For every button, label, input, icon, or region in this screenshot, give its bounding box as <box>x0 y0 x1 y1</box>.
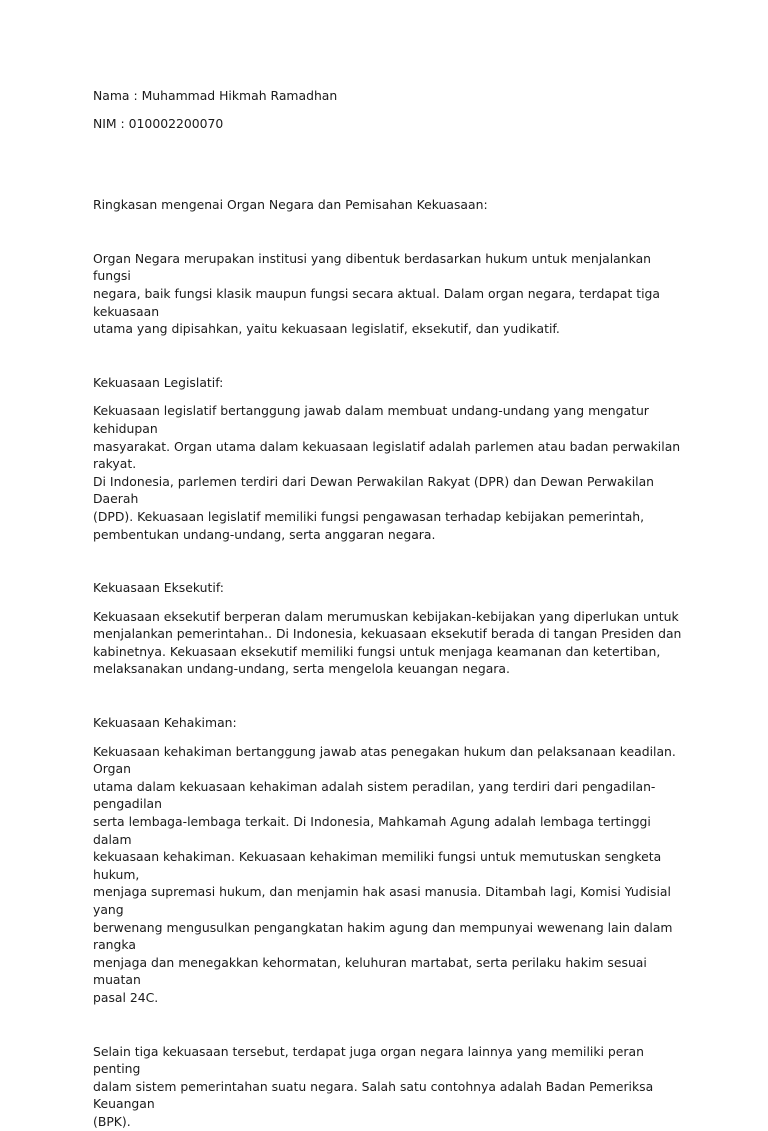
document-body <box>93 87 683 1131</box>
student-name-line: Nama : Muhammad Hikmah Ramadhan <box>93 88 338 103</box>
section-body-legislative: Kekuasaan legislatif bertanggung jawab dalam membuat undang-undang yang mengatur kehidupan masyarakat. Organ utama dalam kekuasaan legislatif adalah parlemen atau badan perwakilan rakyat. Di Indonesia, parlemen terdiri dari Dewan Perwakilan Rakyat (DPR) dan Dewan Perwakilan Daerah (DPD). Kekuasaan legislatif memiliki fungsi pengawasan terhadap kebijakan pemerintah, pembentukan undang-undang, serta anggaran negara. <box>93 403 681 542</box>
section-heading-legislative: Kekuasaan Legislatif: <box>93 374 224 390</box>
closing-paragraph: Selain tiga kekuasaan tersebut, terdapat juga organ negara lainnya yang memiliki peran penting dalam sistem pemerintahan suatu negara. Salah satu contohnya adalah Badan Pemeriksa Keuangan (BPK). <box>93 1043 654 1129</box>
section-body-judicial: Kekuasaan kehakiman bertanggung jawab atas penegakan hukum dan pelaksanaan keadilan. Organ utama dalam kekuasaan kehakiman adalah sistem peradilan, yang terdiri dari pengadilan-pengadilan serta lembaga-lembaga terkait. Di Indonesia, Mahkamah Agung adalah lembaga tertinggi dalam kekuasaan kehakiman. Kekuasaan kehakiman memiliki fungsi untuk memutuskan sengketa hukum, menjaga supremasi hukum, dan menjamin hak asasi manusia. Ditambah lagi, Komisi Yudisial yang berwenang mengusulkan pengangkatan hakim agung dan mempunyai wewenang lain dalam rangka menjaga dan menegakkan kehormatan, keluhuran martabat, serta perilaku hakim sesuai muatan pasal 24C. <box>93 743 676 1005</box>
student-id-line: NIM : 010002200070 <box>93 115 224 131</box>
intro-paragraph: Organ Negara merupakan institusi yang dibentuk berdasarkan hukum untuk menjalankan fungsi negara, baik fungsi klasik maupun fungsi secara aktual. Dalam organ negara, terdapat tiga kekuasaan utama yang dipisahkan, yaitu kekuasaan legislatif, eksekutif, dan yudikatif. <box>93 250 661 337</box>
section-heading-judicial: Kekuasaan Kehakiman: <box>93 715 237 731</box>
section-body-executive: Kekuasaan eksekutif berperan dalam merumuskan kebijakan-kebijakan yang diperlukan untuk menjalankan pemerintahan.. Di Indonesia, kekuasaan eksekutif berada di tangan Presiden dan kabinetnya. Kekuasaan eksekutif memiliki fungsi untuk menjaga keamanan dan ketertiban, melaksanakan undang-undang, serta mengelola keuangan negara. <box>93 608 682 677</box>
document-title: Ringkasan mengenai Organ Negara dan Pemisahan Kekuasaan: <box>93 197 488 213</box>
section-heading-executive: Kekuasaan Eksekutif: <box>93 580 224 596</box>
